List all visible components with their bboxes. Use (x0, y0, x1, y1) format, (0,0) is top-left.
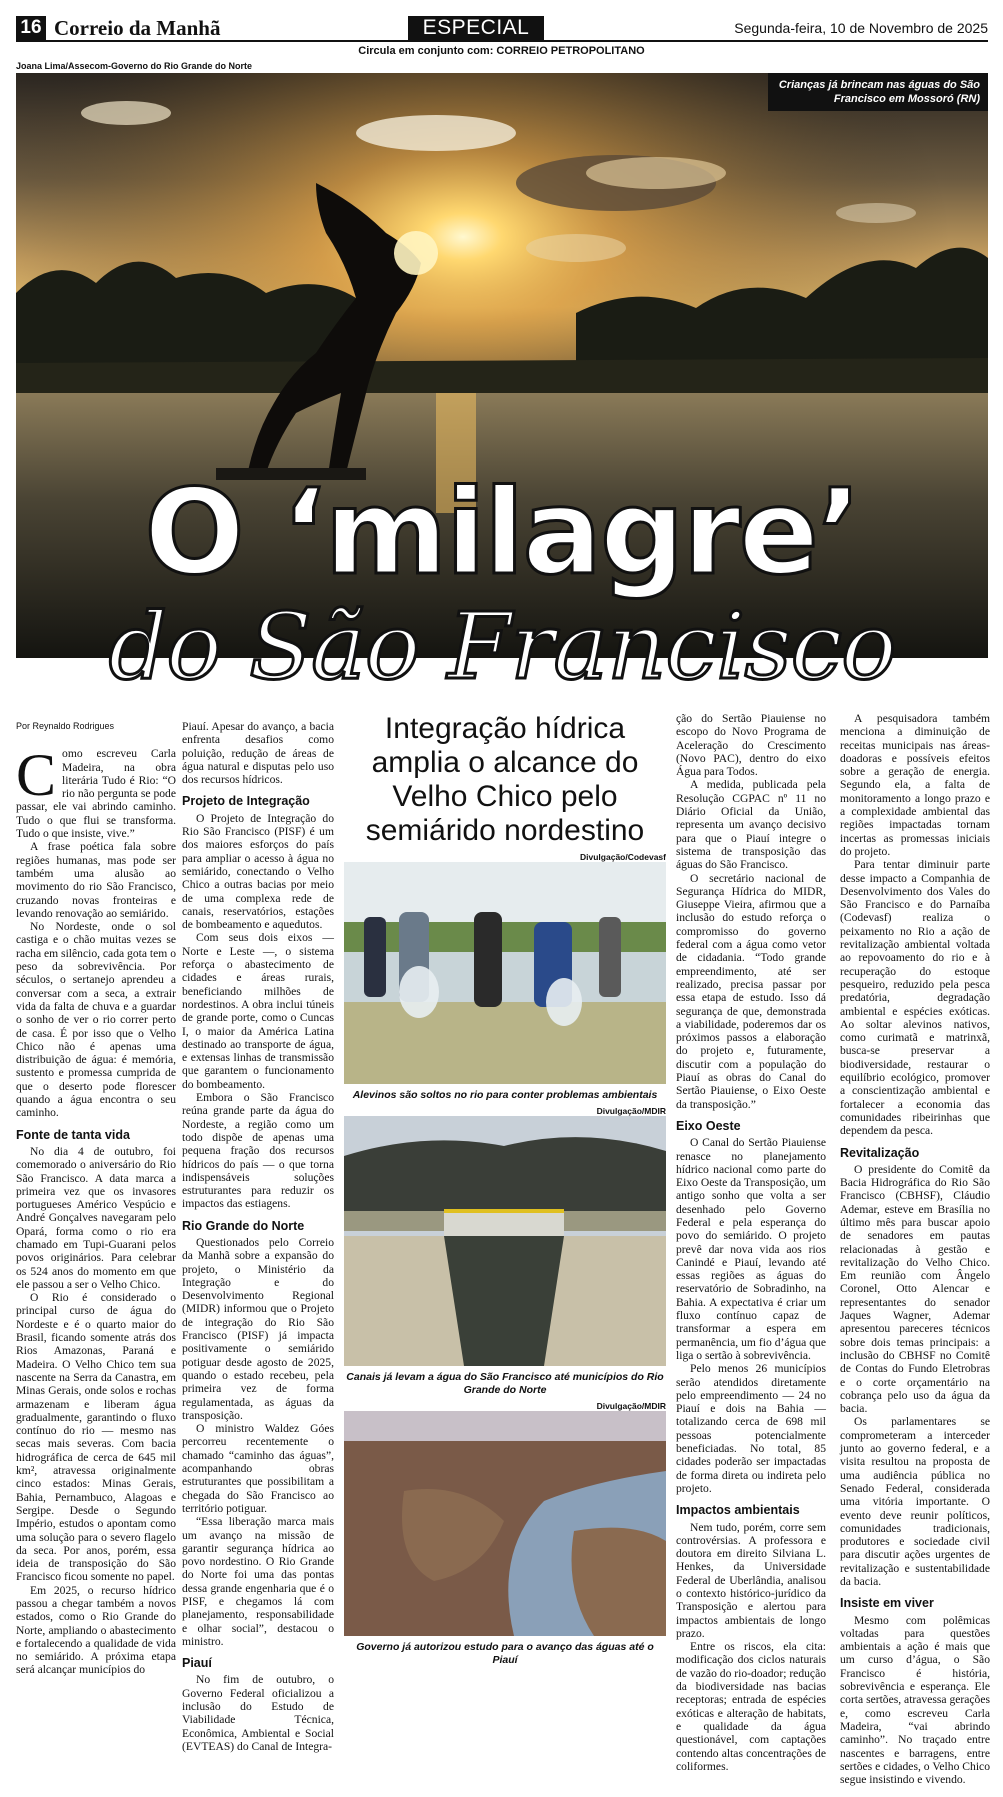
article-column-2 (182, 720, 334, 1753)
hero-caption: Crianças já brincam nas águas do São Francisco em Mossoró (RN) (768, 73, 988, 111)
photo-credit: Divulgação/Codevasf (580, 852, 666, 862)
hero-photo-credit: Joana Lima/Assecom-Governo do Rio Grande do Norte (16, 61, 253, 71)
issue-date: Segunda-feira, 10 de Novembro de 2025 (734, 20, 988, 36)
paragraph: Para tentar diminuir parte desse impacto a Companhia de Desenvolvimento dos Vales do São Francisco e do Parnaíba (Codevasf) realiza o peixamento no Rio a ação de revitalização ambiental voltada ao repovoamento do rio e à recuperação do estoque pesqueiro, reduzido pela pesca predatória, degradação ambiental e espécies exóticas. Ao soltar alevinos nativos, como curimatã e matrinxã, busca-se preservar a biodiversidade, restaurar o equilíbrio ecológico, promover a conscientização ambiental e fortalecer a economia das comunidades ribeirinhas que dependem da pesca. (840, 858, 990, 1138)
paragraph: Embora o São Francisco reúna grande parte da água do Nordeste, a região como um todo dispõe de apenas uma pequena fração dos recursos hídricos do país — o que torna indispensáveis soluções estruturantes para reduzir os impactos das estiagens. (182, 1091, 334, 1211)
paragraph: No dia 4 de outubro, foi comemorado o aniversário do Rio São Francisco. A data marca a primeira vez que os invasores portugueses Américo Vespúcio e André Gonçalves navegaram pelo Opará, forma como o rio era chamado em Tupi-Guarani pelos povos originários. Para celebrar os 524 anos do momento em que ele passou a ser o Velho Chico. (16, 1144, 176, 1291)
subheading: Piauí (182, 1656, 212, 1671)
subheading: Eixo Oeste (676, 1118, 741, 1133)
subheading: Projeto de Integração (182, 794, 310, 809)
drop-cap: C (16, 742, 57, 809)
subheading: Insiste em viver (840, 1596, 934, 1611)
article-deck: Integração hídrica amplia o alcance do Velho Chico pelo semiárido nordestino (365, 712, 645, 847)
paragraph: A frase poética fala sobre regiões humanas, mas pode ser também uma alusão ao movimento do rio São Francisco, cruzando novas fronteiras e levando renovação ao semiárido. (16, 840, 176, 920)
paragraph: Mesmo com polêmicas voltadas para questões ambientais a ação é mais que um curso d’água, o São Francisco é história, sobrevivência e esperança. Ele corta sertões, atravessa gerações e, como escreveu Carla Madeira, “vai abrindo caminho”. No traçado entre nascentes e barragens, entre sertões e cidades, o Velho Chico segue insistindo e vivendo. (840, 1613, 990, 1787)
page-number: 16 (16, 16, 46, 40)
article-column-1 (16, 720, 176, 1677)
paragraph: O Projeto de Integração do Rio São Francisco (PISF) é um dos maiores esforços do país para ampliar o acesso à água no semiárido, conectando o Velho Chico a outras bacias por meio de uma complexa rede de canais, reservatórios, estações de bombeamento e aquedutos. (182, 811, 334, 932)
paragraph: O presidente do Comitê da Bacia Hidrográfica do Rio São Francisco (CBHSF), Cláudio Ademar, esteve em Brasília no último mês para buscar apoio de senadores em pautas relacionadas à gestão e revitalização do Velho Chico. Em reunião com Ângelo Coronel, Otto Alencar e representantes do senador Jaques Wagner, Ademar apresentou pareceres técnicos sobre dois temas principais: a inclusão do CBHSF no Comitê de Contas do Fundo Eletrobras e o corte orçamentário na cobrança pelo uso da água da bacia. (840, 1162, 990, 1416)
subheading: Revitalização (840, 1145, 920, 1160)
paragraph: Questionados pelo Correio da Manhã sobre a expansão do projeto, o Ministério da Integração e do Desenvolvimento Regional (MIDR) informou que o Projeto de integração do Rio São Francisco (PISF) já impacta positivamente o semiárido potiguar desde agosto de 2025, quando o estado recebeu, pela primeira vez de forma regulamentada, as águas da transposição. (182, 1235, 334, 1422)
paragraph: No Nordeste, onde o sol castiga e o chão muitas vezes se racha em silêncio, cada gota tem o peso da sobrevivência. Por séculos, o sertanejo aprendeu a conversar com a seca, a extrair vida da falta de chuva e a guardar o sonho de ver o rio correr perto de casa. É por isso que o Velho Chico não é apenas uma distribuição de água: é memória, sustento e promessa cumprida de que o deserto pode florescer quando a água encontra o seu caminho. (16, 920, 176, 1120)
subheading: Impactos ambientais (676, 1503, 800, 1518)
newspaper-name: Correio da Manhã (54, 16, 221, 40)
paragraph: O secretário nacional de Segurança Hídrica do MIDR, Giuseppe Vieira, afirmou que a inclusão do estudo reforça o compromisso do governo federal com a água como vetor de cidadania. “Todo grande empreendimento, até ser realizado, precisa passar por essa etapa de estudo. Isso dá segurança de que, demonstrada a viabilidade, poderemos dar os próximos passos a elaboração do projeto e, futuramente, discutir com a população do Piauí as obras do Canal do Sertão Piauiense, o Eixo Oeste da transposição.” (676, 871, 826, 1111)
paragraph: Piauí. Apesar do avanço, a bacia enfrenta desafios como poluição, redução de áreas de água natural e disputas pelo uso dos recursos hídricos. (182, 720, 334, 787)
photo-river-aerial (344, 1411, 666, 1636)
paragraph: O Rio é considerado o principal curso de água do Nordeste e é o quarto maior do Brasil, ficando somente atrás dos Rios Amazonas, Paraná e Madeira. O Velho Chico tem sua nascente na Serra da Canastra, em Minas Gerais, onde solos e rochas armazenam e liberam água gradualmente, garantindo o fluxo contínuo do rio — mesmo nas secas mais severas. Com bacia hidrográfica de cerca de 645 mil km², atravessa originalmente cinco estados: Minas Gerais, Bahia, Pernambuco, Alagoas e Sergipe. Desde o Segundo Império, estudos o apontam como uma solução para o severo flagelo da seca. Por anos, porém, essa ideia de transposição do São Francisco ficou somente no papel. (16, 1291, 176, 1584)
photo-river-aerial-illustration (344, 1411, 666, 1636)
center-column (344, 712, 666, 1670)
paragraph: O ministro Waldez Góes percorreu recentemente o chamado “caminho das águas”, acompanhando obras estruturantes que possibilitam a chegada do São Francisco ao território potiguar. (182, 1422, 334, 1515)
paragraph: Com seus dois eixos — Norte e Leste —, o sistema reforça o abastecimento de cidades e áreas rurais, beneficiando milhões de nordestinos. A obra inclui túneis de grande porte, como o Cuncas I, o maior da América Latina destinado ao transporte de água, e extensas linhas de transmissão que garantem o funcionamento do bombeamento. (182, 931, 334, 1091)
subheading: Fonte de tanta vida (16, 1127, 130, 1142)
paragraph: “Essa liberação marca mais um avanço na missão de garantir segurança hídrica ao povo nordestino. O Rio Grande do Norte foi uma das pontas dessa grande engenharia que é o PISF, e chegamos lá com planejamento, responsabilidade e olhar social”, destacou o ministro. (182, 1515, 334, 1648)
paragraph: Em 2025, o recurso hídrico passou a chegar também a novos estados, como o Rio Grande do Norte, ampliando o abastecimento e fortalecendo a qualidade de vida no semiárido. A próxima etapa será alcançar municípios do (16, 1583, 176, 1677)
paragraph: Entre os riscos, ela cita: modificação dos ciclos naturais de vazão do rio-doador; redução da biodiversidade nas bacias receptoras; entrada de espécies exóticas e alteração de habitats, e qualidade da água questionável, com captações contendo altas concentrações de coliformes. (676, 1640, 827, 1773)
photo-credit: Divulgação/MDIR (596, 1106, 666, 1116)
paragraph: ção do Sertão Piauiense no escopo do Novo Programa de Aceleração do Crescimento (Novo PAC), dentro do eixo Água para Todos. (676, 712, 826, 779)
byline: Por Reynaldo Rodrigues (16, 721, 115, 731)
subheading: Rio Grande do Norte (182, 1218, 305, 1233)
headline-main: O ‘milagre’ (144, 463, 860, 601)
paragraph: O Canal do Sertão Piauiense renasce no planejamento hídrico nacional como parte do Eixo Oeste da Transposição, um antigo sonho que volta a ser desenhado pelo Governo Federal e pela esperança do povo do semiárido. O projeto prevê dar nova vida aos rios Canindé e Piauí, levando até essas regiões as águas do reservatório de Sobradinho, na Bahia. A expectativa é criar um fluxo contínuo capaz de transformar a espera em permanência, um fio d’água que liga o sertão à sobrevivência. (676, 1136, 826, 1362)
paragraph: A medida, publicada pela Resolução CGPAC nº 11 no Diário Oficial da União, representa um avanço decisivo para que o Piauí integre o sistema de transposição das águas do São Francisco. (676, 778, 826, 872)
circulation-note: Circula em conjunto com: CORREIO PETROPOLITANO (358, 45, 645, 57)
photo-canal-illustration (344, 1116, 666, 1366)
photo-caption: Alevinos são soltos no rio para conter problemas ambientais (352, 1089, 658, 1101)
photo-fish-release-illustration (344, 862, 666, 1084)
photo-canal (344, 1116, 666, 1366)
paragraph: Pelo menos 26 municípios serão atendidos diretamente pelo empreendimento — 24 no Piauí e dois na Bahia — totalizando cerca de 698 mil pessoas potencialmente beneficiadas. No total, 85 cidades poderão ser impactadas de forma direta ou indireta pelo projeto. (676, 1362, 826, 1495)
headline-sub: do São Francisco (108, 593, 896, 700)
article-column-5 (840, 712, 990, 1786)
article-column-4 (676, 712, 826, 1773)
photo-caption: Canais já levam a água do São Francisco até municípios do Rio Grande do Norte (346, 1371, 664, 1396)
paragraph: Os parlamentares se comprometeram a interceder junto ao governo federal, e a visita resultou na proposta de uma audiência pública no Senado Federal, considerada uma vitória importante. O evento deve reunir políticos, comunidades tradicionais, produtores e sociedade civil para discutir ações urgentes de revitalização e sustentabilidade da bacia. (840, 1415, 990, 1588)
photo-credit: Divulgação/MDIR (596, 1401, 666, 1411)
paragraph: Como escreveu Carla Madeira, na obra literária Tudo é Rio: “O rio não pergunta se pode passar, ele vai abrindo caminho. Tudo o que flui se transforma. Tudo o que insiste, vive.” (16, 742, 176, 841)
paragraph: A pesquisadora também menciona a diminuição de receitas municipais nas áreas-doadoras e possíveis efeitos sobre a geração de energia. Segundo ela, a falta de monitoramento a longo prazo e a complexidade ambiental das regiões impactadas tornam incertas as promessas iniciais do projeto. (840, 712, 990, 858)
paragraph: Nem tudo, porém, corre sem controvérsias. A professora e doutora em direito Silviana L. Henkes, da Universidade Federal de Uberlândia, analisou o contexto histórico-jurídico da Transposição e alertou para impactos ambientais de longo prazo. (676, 1520, 826, 1640)
page-header (16, 14, 988, 42)
photo-caption: Governo já autorizou estudo para o avanço das águas até o Piauí (356, 1641, 654, 1666)
photo-fish-release (344, 862, 666, 1084)
section-label: ESPECIAL (408, 16, 544, 40)
paragraph: No fim de outubro, o Governo Federal oficializou a inclusão do Estudo de Viabilidade Técnica, Econômica, Ambiental e Social (EVTEAS) do Canal de Integra- (182, 1673, 334, 1753)
